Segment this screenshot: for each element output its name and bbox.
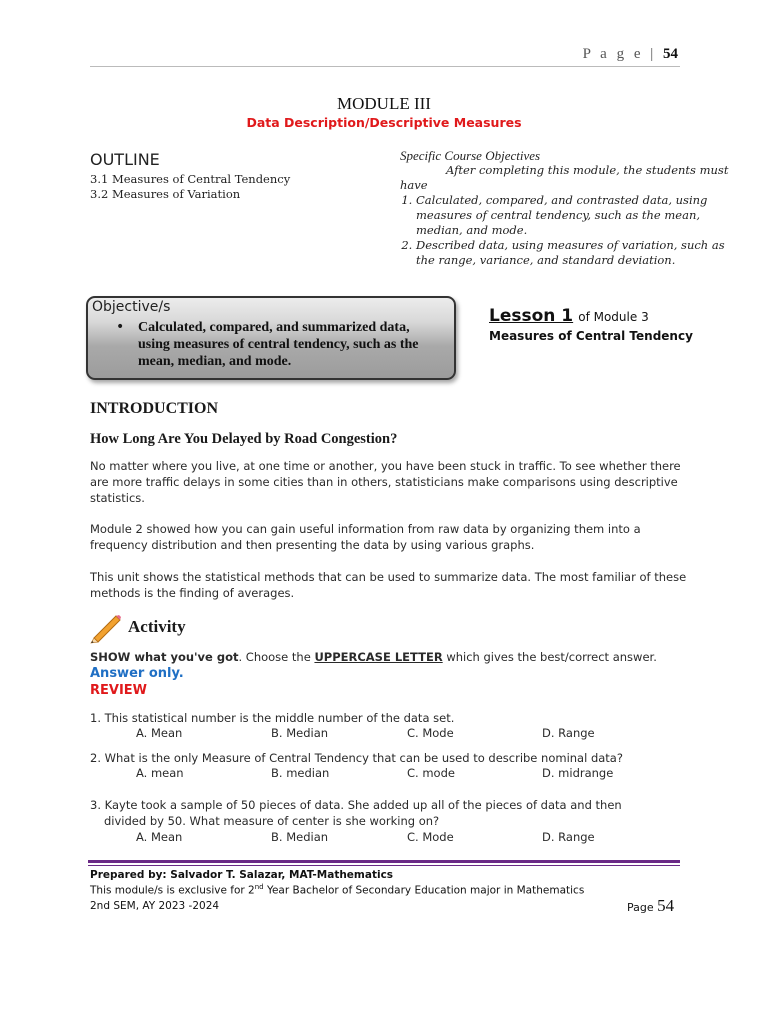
footer-page-label: Page (627, 901, 654, 914)
question-heading: How Long Are You Delayed by Road Congestion? (90, 431, 398, 447)
instruction-bold: SHOW what you've got (90, 650, 239, 664)
answer-option: D. midrange (542, 766, 614, 780)
specific-objectives-list (400, 193, 730, 268)
page-number: 54 (663, 46, 678, 62)
footer-page (627, 896, 674, 916)
exclusive-pre: This module/s is exclusive for 2 (90, 884, 255, 897)
objective-label: Objective/s (92, 299, 171, 315)
instruction-text: . Choose the (238, 650, 315, 664)
lesson-module: of Module 3 (578, 310, 649, 324)
specific-objective-item: 2. Described data, using measures of variation, such as the range, variance, and standard deviation. (416, 238, 730, 268)
module-subtitle: Data Description/Descriptive Measures (246, 115, 522, 130)
bullet-icon: • (116, 319, 125, 335)
exclusive-sup: nd (254, 883, 264, 891)
activity-instruction (90, 650, 657, 664)
instruction-end: which gives the best/correct answer. (442, 650, 657, 664)
footer-page-number: 54 (657, 896, 675, 915)
page-label: P a g e | (582, 46, 657, 62)
module-title: MODULE III (337, 94, 431, 113)
footer-prepared-by: Prepared by: Salvador T. Salazar, MAT-Mathematics (90, 869, 394, 881)
question-text: divided by 50. What measure of center is she working on? (104, 814, 440, 828)
answer-option: A. mean (136, 766, 184, 780)
outline-item: 3.2 Measures of Variation (90, 187, 241, 201)
answer-option: B. Median (271, 726, 329, 740)
introduction-heading: INTRODUCTION (90, 400, 219, 417)
pencil-icon (88, 612, 122, 644)
footer-semester: 2nd SEM, AY 2023 -2024 (90, 900, 220, 912)
question-text: 2. What is the only Measure of Central Tendency that can be used to describe nominal data? (90, 751, 623, 765)
answer-option: C. mode (407, 766, 455, 780)
intro-paragraph: This unit shows the statistical methods that can be used to summarize data. The most familiar of these methods is the finding of averages. (90, 570, 687, 600)
activity-heading: Activity (128, 617, 186, 636)
objective-box (86, 296, 456, 380)
specific-objectives-heading: Specific Course Objectives (400, 148, 541, 163)
answer-option: D. Range (542, 726, 595, 740)
specific-objectives (400, 148, 730, 268)
answer-option: A. Mean (136, 726, 183, 740)
lesson-heading (489, 306, 649, 326)
review-heading: REVIEW (90, 683, 148, 698)
answer-option: C. Mode (407, 726, 454, 740)
answer-option: B. median (271, 766, 330, 780)
lesson-name: Measures of Central Tendency (489, 329, 693, 343)
footer-divider (88, 860, 680, 863)
question-text: 1. This statistical number is the middle number of the data set. (90, 711, 455, 725)
answer-option: A. Mean (136, 830, 183, 844)
specific-objective-item: 1. Calculated, compared, and contrasted data, using measures of central tendency, such as the mean, median, and mode. (416, 193, 730, 238)
footer-exclusive-note (90, 883, 584, 897)
answer-option: C. Mode (407, 830, 454, 844)
header-divider (90, 66, 680, 67)
lesson-number: Lesson 1 (489, 306, 574, 326)
intro-paragraph: Module 2 showed how you can gain useful information from raw data by organizing them into a frequency distribution and then presenting the data by using various graphs. (90, 522, 641, 552)
objective-text: Calculated, compared, and summarized data, using measures of central tendency, such as the mean, median, and mode. (138, 320, 419, 369)
answer-only-note: Answer only. (90, 666, 184, 681)
footer-divider (88, 865, 680, 866)
answer-option: B. Median (271, 830, 329, 844)
intro-paragraph: No matter where you live, at one time or another, you have been stuck in traffic. To see whether there are more traffic delays in some cities than in others, statisticians make comparisons using descriptive statistics. (90, 459, 681, 505)
outline-heading: OUTLINE (90, 150, 160, 169)
specific-objectives-intro: After completing this module, the students must have (400, 163, 729, 192)
question-text: 3. Kayte took a sample of 50 pieces of data. She added up all of the pieces of data and then (90, 798, 622, 812)
answer-option: D. Range (542, 830, 595, 844)
page-header (583, 46, 678, 63)
exclusive-post: Year Bachelor of Secondary Education major in Mathematics (263, 884, 585, 897)
outline-item: 3.1 Measures of Central Tendency (90, 172, 291, 186)
instruction-underline: UPPERCASE LETTER (314, 650, 443, 664)
